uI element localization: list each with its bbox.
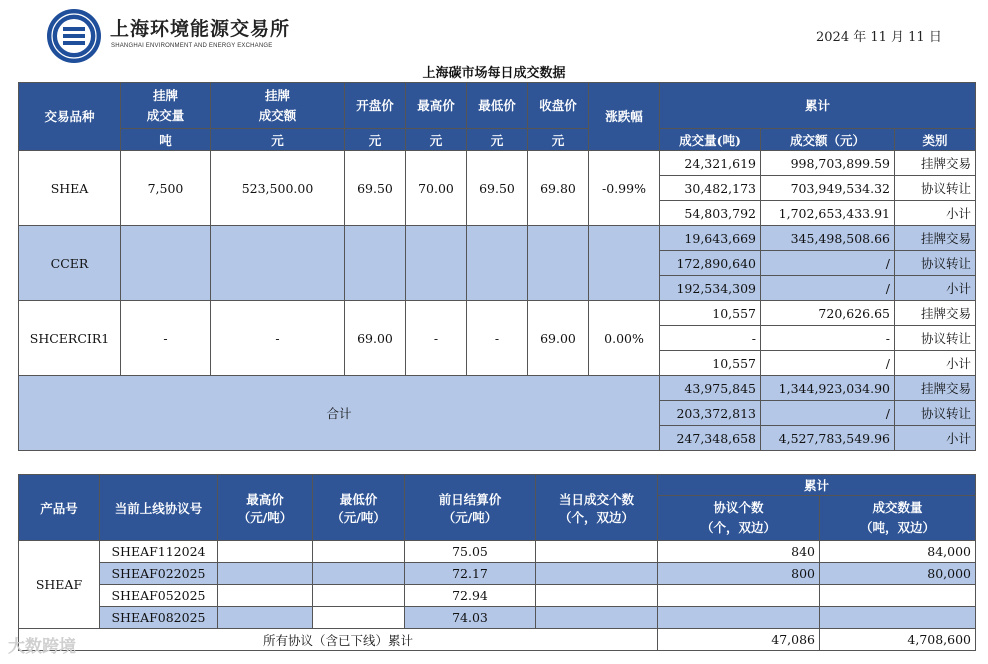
cum-volume: 19,643,669 [660,226,761,251]
cum-amount: / [761,351,895,376]
cum-count [658,585,820,607]
cum-amount: 720,626.65 [761,301,895,326]
header-daily-count [536,475,658,541]
header-cum-qty [820,496,976,541]
close-price: 69.80 [528,151,589,226]
daily-count [536,607,658,629]
listed-volume: - [121,301,211,376]
header-low-text: 最低价 （元/吨） [331,491,386,525]
header-cum-count-text: 协议个数 （个，双边） [700,500,776,535]
header-listed-volume-text: 挂牌 成交量 [146,87,185,123]
header-cum-amount: 成交额（元） [761,129,895,151]
cum-volume: 172,890,640 [660,251,761,276]
header-cum-type: 类别 [895,129,976,151]
listed-amount: - [211,301,345,376]
listed-amount: 523,500.00 [211,151,345,226]
daily-count [536,541,658,563]
high-price: - [406,301,467,376]
total-label: 合计 [19,376,660,451]
contract-code: SHEAF022025 [100,563,218,585]
cum-count [658,607,820,629]
listed-volume [121,226,211,301]
header-listed-amount [211,83,345,129]
cum-type: 挂牌交易 [895,151,976,176]
header-cum-count [658,496,820,541]
cum-type: 小计 [895,426,976,451]
cum-type: 挂牌交易 [895,301,976,326]
cum-amount: 1,344,923,034.90 [761,376,895,401]
change-pct: -0.99% [589,151,660,226]
open-price: 69.50 [345,151,406,226]
futures-table [18,474,976,651]
total-count: 47,086 [658,629,820,651]
header-daily-count-text: 当日成交个数 （个，双边） [558,491,634,525]
cum-qty: 84,000 [820,541,976,563]
table-row [19,607,976,629]
header-cumulative: 累计 [658,475,976,496]
table-row [19,629,976,651]
cum-amount: 1,702,653,433.91 [761,201,895,226]
org-name-en: SHANGHAI ENVIRONMENT AND ENERGY EXCHANGE [111,43,273,49]
total-label: 所有协议（含已下线）累计 [19,629,658,651]
report-date: 2024 年 11 月 11 日 [816,30,942,45]
report-title: 上海碳市场每日成交数据 [422,66,566,81]
open-price [345,226,406,301]
open-price: 69.00 [345,301,406,376]
product-name: CCER [19,226,121,301]
product-code: SHEAF [19,541,100,629]
cum-type: 协议转让 [895,251,976,276]
table-row [19,226,976,251]
table-row [19,301,976,326]
unit-close: 元 [528,129,589,151]
low-price [313,585,405,607]
high-price [218,563,313,585]
watermark: 大数跨境 [8,637,76,657]
cum-volume: 203,372,813 [660,401,761,426]
header-high-text: 最高价 （元/吨） [237,491,293,525]
header-low: 最低价 [467,83,528,129]
product-name: SHEA [19,151,121,226]
header-cum-volume: 成交量(吨) [660,129,761,151]
cum-type: 小计 [895,276,976,301]
header-high: 最高价 [406,83,467,129]
daily-count [536,585,658,607]
settle-price: 72.94 [405,585,536,607]
header-close: 收盘价 [528,83,589,129]
cum-amount: / [761,401,895,426]
header-listed-volume [121,83,211,129]
table-row [19,376,976,401]
cum-qty: 80,000 [820,563,976,585]
table-row [19,151,976,176]
change-pct: 0.00% [589,301,660,376]
table-row [19,585,976,607]
header-high [218,475,313,541]
cum-count: 800 [658,563,820,585]
cum-volume: - [660,326,761,351]
low-price: - [467,301,528,376]
high-price: 70.00 [406,151,467,226]
header-settle [405,475,536,541]
low-price [313,607,405,629]
unit-high: 元 [406,129,467,151]
unit-low: 元 [467,129,528,151]
header-change: 涨跌幅 [589,83,660,151]
cum-amount: / [761,276,895,301]
cum-type: 小计 [895,351,976,376]
change-pct [589,226,660,301]
daily-count [536,563,658,585]
low-price [313,563,405,585]
cum-type: 协议转让 [895,326,976,351]
cum-type: 挂牌交易 [895,226,976,251]
exchange-logo [46,8,102,64]
cum-volume: 54,803,792 [660,201,761,226]
cum-amount: 345,498,508.66 [761,226,895,251]
cum-amount: 703,949,534.32 [761,176,895,201]
cum-type: 协议转让 [895,176,976,201]
unit-open: 元 [345,129,406,151]
table-row [19,563,976,585]
header-cum-qty-text: 成交数量 （吨，双边） [860,500,936,535]
close-price [528,226,589,301]
org-name-cn: 上海环境能源交易所 [110,18,291,40]
cum-amount: - [761,326,895,351]
header-cumulative: 累计 [660,83,976,129]
table-row [19,541,976,563]
cum-amount: / [761,251,895,276]
header-listed-amount-text: 挂牌 成交额 [258,87,297,123]
header-contract: 当前上线协议号 [100,475,218,541]
cum-volume: 10,557 [660,301,761,326]
cum-volume: 43,975,845 [660,376,761,401]
settle-price: 74.03 [405,607,536,629]
low-price: 69.50 [467,151,528,226]
header-product-code: 产品号 [19,475,100,541]
header-settle-text: 前日结算价 （元/吨） [438,491,502,525]
contract-code: SHEAF112024 [100,541,218,563]
unit-listed-amount: 元 [211,129,345,151]
cum-amount: 4,527,783,549.96 [761,426,895,451]
close-price: 69.00 [528,301,589,376]
high-price [218,607,313,629]
total-qty: 4,708,600 [820,629,976,651]
cum-volume: 10,557 [660,351,761,376]
contract-code: SHEAF052025 [100,585,218,607]
header-open: 开盘价 [345,83,406,129]
listed-amount [211,226,345,301]
header-product: 交易品种 [19,83,121,151]
settle-price: 72.17 [405,563,536,585]
low-price [313,541,405,563]
listed-volume: 7,500 [121,151,211,226]
cum-type: 协议转让 [895,401,976,426]
daily-trading-table [18,82,976,451]
cum-type: 小计 [895,201,976,226]
header-low [313,475,405,541]
cum-volume: 30,482,173 [660,176,761,201]
product-name: SHCERCIR1 [19,301,121,376]
cum-type: 挂牌交易 [895,376,976,401]
cum-volume: 247,348,658 [660,426,761,451]
cum-amount: 998,703,899.59 [761,151,895,176]
cum-qty [820,585,976,607]
unit-listed-volume: 吨 [121,129,211,151]
low-price [467,226,528,301]
cum-count: 840 [658,541,820,563]
contract-code: SHEAF082025 [100,607,218,629]
high-price [218,585,313,607]
high-price [218,541,313,563]
high-price [406,226,467,301]
cum-qty [820,607,976,629]
settle-price: 75.05 [405,541,536,563]
cum-volume: 192,534,309 [660,276,761,301]
cum-volume: 24,321,619 [660,151,761,176]
